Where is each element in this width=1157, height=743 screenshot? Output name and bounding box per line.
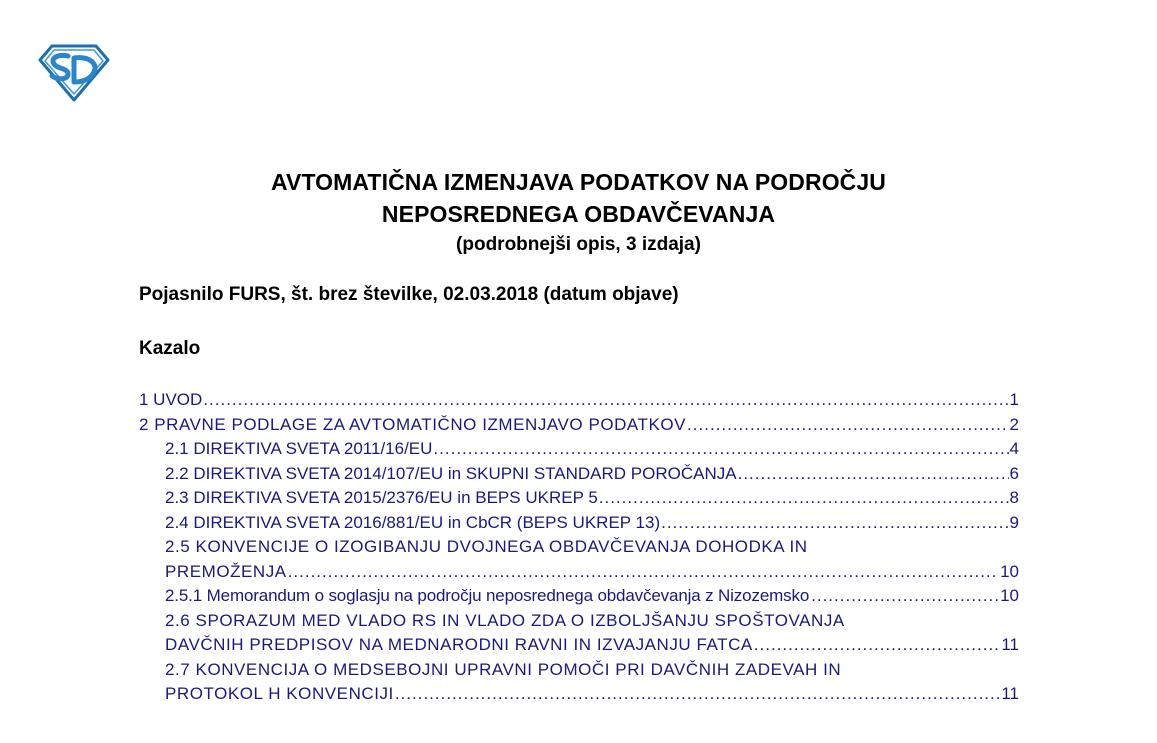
toc-entry-2-2[interactable] bbox=[139, 462, 1019, 487]
toc-page-number: 8 bbox=[1009, 488, 1019, 507]
toc-leader bbox=[661, 511, 1008, 536]
title-subtitle: (podrobnejši opis, 3 izdaja) bbox=[456, 234, 701, 255]
toc-page-number: 4 bbox=[1009, 439, 1019, 458]
toc-leader bbox=[599, 486, 1009, 511]
document-reference: Pojasnilo FURS, št. brez številke, 02.03.2018 (datum objave) bbox=[139, 284, 679, 305]
toc-entry-text: 2.7 KONVENCIJA O MEDSEBOJNI UPRAVNI POMOČI PRI DAVČNIH ZADEVAH IN bbox=[165, 659, 842, 679]
toc-entry-2-5-1[interactable] bbox=[139, 584, 1019, 609]
toc-entry-2-1[interactable] bbox=[139, 437, 1019, 462]
toc-entry-text-cont: PREMOŽENJA bbox=[165, 561, 287, 581]
toc-entry-2[interactable] bbox=[139, 413, 1019, 438]
toc-entry-text: 2.5 KONVENCIJE O IZOGIBANJU DVOJNEGA OBDAVČEVANJA DOHODKA IN bbox=[165, 537, 808, 556]
toc-page-number: 1 bbox=[1009, 390, 1019, 409]
document-title bbox=[0, 166, 1157, 260]
toc-page-number: 10 bbox=[1000, 586, 1019, 605]
toc-heading: Kazalo bbox=[139, 338, 201, 359]
toc-entry-2-4[interactable] bbox=[139, 511, 1019, 536]
toc-leader bbox=[687, 413, 1008, 438]
title-line-1: AVTOMATIČNA IZMENJAVA PODATKOV NA PODROČJU bbox=[271, 169, 886, 195]
toc-leader bbox=[754, 633, 1001, 658]
toc-page-number: 2 bbox=[1009, 414, 1019, 434]
toc-page-number: 6 bbox=[1009, 463, 1019, 483]
toc-leader bbox=[811, 584, 998, 609]
toc-leader bbox=[395, 682, 1001, 707]
toc-entry-2-3[interactable] bbox=[139, 486, 1019, 511]
toc-entry-text: 2.4 DIREKTIVA SVETA 2016/881/EU in CbCR (BEPS UKREP 13) bbox=[165, 512, 661, 532]
toc-entry-text: 2.6 SPORAZUM MED VLADO RS IN VLADO ZDA O IZBOLJŠANJU SPOŠTOVANJA bbox=[165, 610, 845, 630]
toc-entry-text: 2 PRAVNE PODLAGE ZA AVTOMATIČNO IZMENJAVO PODATKOV bbox=[139, 414, 687, 434]
toc-entry-2-5[interactable] bbox=[139, 535, 1019, 584]
toc-entry-text-cont: DAVČNIH PREDPISOV NA MEDNARODNI RAVNI IN IZVAJANJU FATCA bbox=[165, 635, 753, 654]
toc-leader bbox=[288, 560, 999, 585]
toc-entry-text: 2.2 DIREKTIVA SVETA 2014/107/EU in SKUPNI STANDARD POROČANJA bbox=[165, 463, 737, 483]
toc-entry-text: 1 UVOD bbox=[139, 390, 203, 409]
toc-entry-text: 2.5.1 Memorandum o soglasju na področju neposrednega obdavčevanja z Nizozemsko bbox=[165, 586, 810, 605]
sd-logo-icon bbox=[38, 42, 110, 102]
toc-entry-text: 2.3 DIREKTIVA SVETA 2015/2376/EU in BEPS UKREP 5 bbox=[165, 488, 598, 507]
title-line-2: NEPOSREDNEGA OBDAVČEVANJA bbox=[381, 201, 776, 227]
toc-entry-1[interactable] bbox=[139, 388, 1019, 413]
toc-leader bbox=[738, 462, 1009, 487]
toc-page-number: 11 bbox=[1001, 635, 1019, 654]
toc-leader bbox=[203, 388, 1008, 413]
toc-entry-text: 2.1 DIREKTIVA SVETA 2011/16/EU bbox=[165, 439, 433, 458]
toc-entry-text-cont: PROTOKOL H KONVENCIJI bbox=[165, 684, 394, 703]
toc-leader bbox=[433, 437, 1008, 462]
toc-page-number: 11 bbox=[1001, 684, 1019, 703]
toc-page-number: 10 bbox=[1000, 561, 1019, 581]
toc-entry-2-6[interactable] bbox=[139, 609, 1019, 658]
table-of-contents bbox=[139, 388, 1019, 707]
toc-entry-2-7[interactable] bbox=[139, 658, 1019, 707]
toc-page-number: 9 bbox=[1009, 512, 1019, 532]
